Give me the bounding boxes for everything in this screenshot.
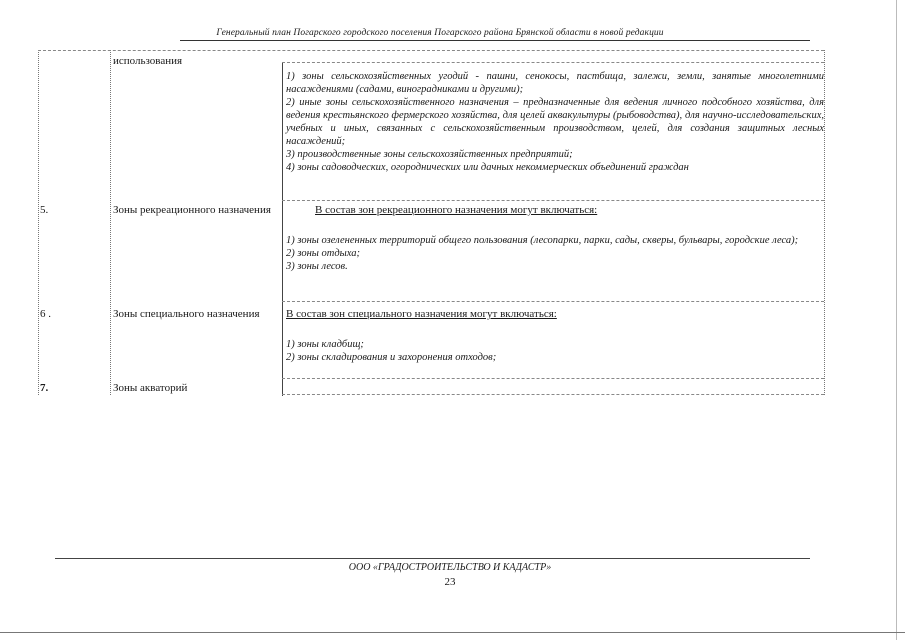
list-item: 1) зоны сельскохозяйственных угодий - пашни, сенокосы, пастбища, залежи, земли, занятые многолетними насаждениями (садами, виноградниками и другими);: [286, 71, 824, 95]
row-number: 6 .: [40, 308, 51, 320]
zone-content: [286, 338, 824, 364]
page-number: 23: [444, 576, 456, 588]
zone-name: Зоны акваторий: [113, 382, 188, 394]
zone-name: Зоны специального назначения: [113, 308, 260, 320]
zone-content: [286, 70, 824, 174]
table-right-border: [824, 50, 825, 395]
document-header: Генеральный план Погарского городского поселения Погарского района Брянской области в новой редакции: [216, 28, 664, 38]
list-item: 3) производственные зоны сельскохозяйственных предприятий;: [286, 149, 573, 160]
table-top-border: [38, 50, 824, 51]
row-separator: [282, 200, 824, 201]
table-content-divider: [282, 62, 283, 396]
table-left-border: [38, 50, 39, 395]
row-separator: [282, 378, 824, 379]
table-bottom-border: [282, 394, 824, 395]
table-column-divider: [110, 50, 111, 395]
zone-subheading: В состав зон рекреационного назначения могут включаться:: [315, 204, 598, 216]
list-item: 3) зоны лесов.: [286, 261, 348, 272]
row-number: 5.: [40, 204, 49, 216]
zone-name: использования: [113, 55, 183, 67]
list-item: 2) зоны отдыха;: [286, 248, 361, 259]
scan-edge: [896, 0, 897, 640]
scan-edge-bottom: [0, 632, 905, 633]
list-item: 4) зоны садоводческих, огороднических или дачных некоммерческих объединений граждан: [286, 162, 689, 173]
footer-divider: [55, 558, 810, 559]
zone-subheading: В состав зон специального назначения могут включаться:: [286, 308, 557, 320]
list-item: 2) иные зоны сельскохозяйственного назначения – предназначенные для ведения личного подсобного хозяйства, для ведения крестьянского фермерского хозяйства, для целей аквакультуры (рыбоводства), для научно-исследовательских, учебных и иных, связанных с сельскохозяйственным производством, целей, для создания защитных лесных насаждений;: [286, 97, 824, 147]
zone-content: [286, 234, 824, 273]
list-item: 2) зоны складирования и захоронения отходов;: [286, 352, 497, 363]
header-divider: [180, 40, 810, 41]
list-item: 1) зоны озелененных территорий общего пользования (лесопарки, парки, сады, скверы, бульвары, городские леса);: [286, 235, 799, 246]
row-separator: [282, 62, 824, 63]
zone-name: Зоны рекреационного назначения: [113, 204, 271, 216]
row-number: 7.: [40, 382, 49, 394]
footer-company: ООО «ГРАДОСТРОИТЕЛЬСТВО И КАДАСТР»: [348, 562, 552, 573]
list-item: 1) зоны кладбищ;: [286, 339, 364, 350]
row-separator: [282, 301, 824, 302]
